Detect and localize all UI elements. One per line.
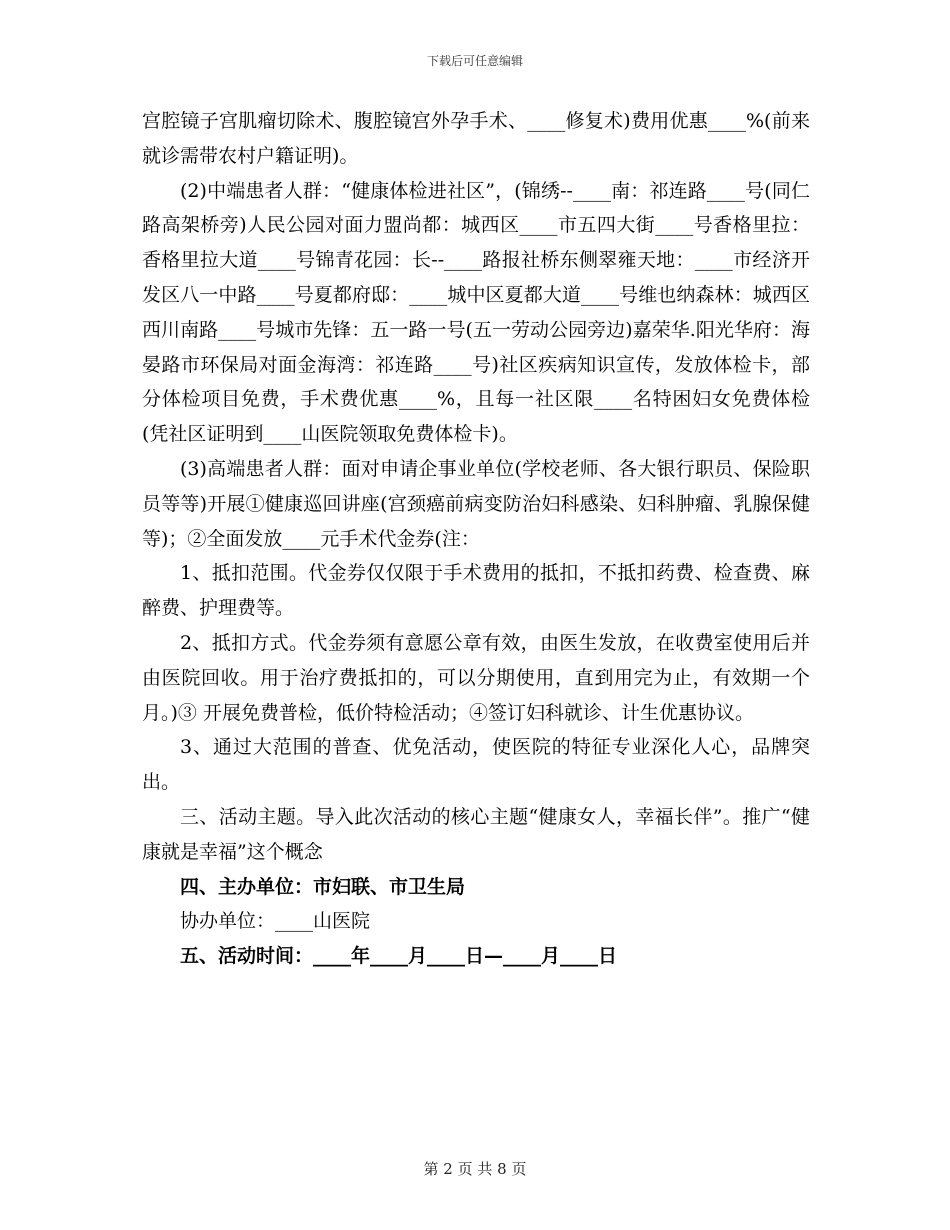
paragraph-2: (2)中端患者人群：“健康体检进社区”，(锦绣--____南：祁连路____号(同仁路高架桥旁)人民公园对面力盟尚都：城西区____市五四大街____号香格里拉：香格里拉大道____号锦青花园：长--____路报社桥东侧翠雍天地：____市经济开发区八一中路____号夏都府邸：____城中区夏都大道____号维也纳森林：城西区西川南路____号城市先锋：五一路一号(五一劳动公园旁边)嘉荣华.阳光华府：海晏路市环保局对面金海湾：祁连路____号)社区疾病知识宣传，发放体检卡，部分体检项目免费，手术费优惠____%，且每一社区限____名特困妇女免费体检(凭社区证明到____山医院领取免费体检卡)。 [142,179,810,446]
heading-organizer: 四、主办单位：市妇联、市卫生局 [180,875,466,898]
paragraph-3: (3)高端患者人群：面对申请企事业单位(学校老师、各大银行职员、保险职员等等)开展①健康巡回讲座(宫颈癌前病变防治妇科感染、妇科肿瘤、乳腺保健等)；②全面发放____元手术代金券(注： [142,457,810,550]
document-body [142,104,810,974]
paragraph-co-organizer: 协办单位：____山医院 [180,910,371,933]
paragraph-4: 1、抵扣范围。代金券仅仅限于手术费用的抵扣，不抵扣药费、检查费、麻醉费、护理费等。 [142,562,810,620]
paragraph-7: 三、活动主题。导入此次活动的核心主题“健康女人，幸福长伴”。推广“健康就是幸福”这个概念 [142,805,810,863]
paragraph-5: 2、抵扣方式。代金券须有意愿公章有效，由医生发放，在收费室使用后并由医院回收。用于治疗费抵扣的，可以分期使用，直到用完为止，有效期一个月。)③ 开展免费普检，低价特检活动；④签订妇科就诊、计生优惠协议。 [142,631,810,724]
heading-activity-time: 五、活动时间：____年____月____日—____月____日 [180,945,618,968]
paragraph-1: 宫腔镜子宫肌瘤切除术、腹腔镜宫外孕手术、____修复术)费用优惠____%(前来就诊需带农村户籍证明)。 [142,110,810,167]
paragraph-6: 3、通过大范围的普查、优免活动，使医院的特征专业深化人心，品牌突出。 [142,736,810,794]
page-header: 下载后可任意编辑 [426,54,523,68]
page-footer: 第 2 页 共 8 页 [423,1160,527,1178]
